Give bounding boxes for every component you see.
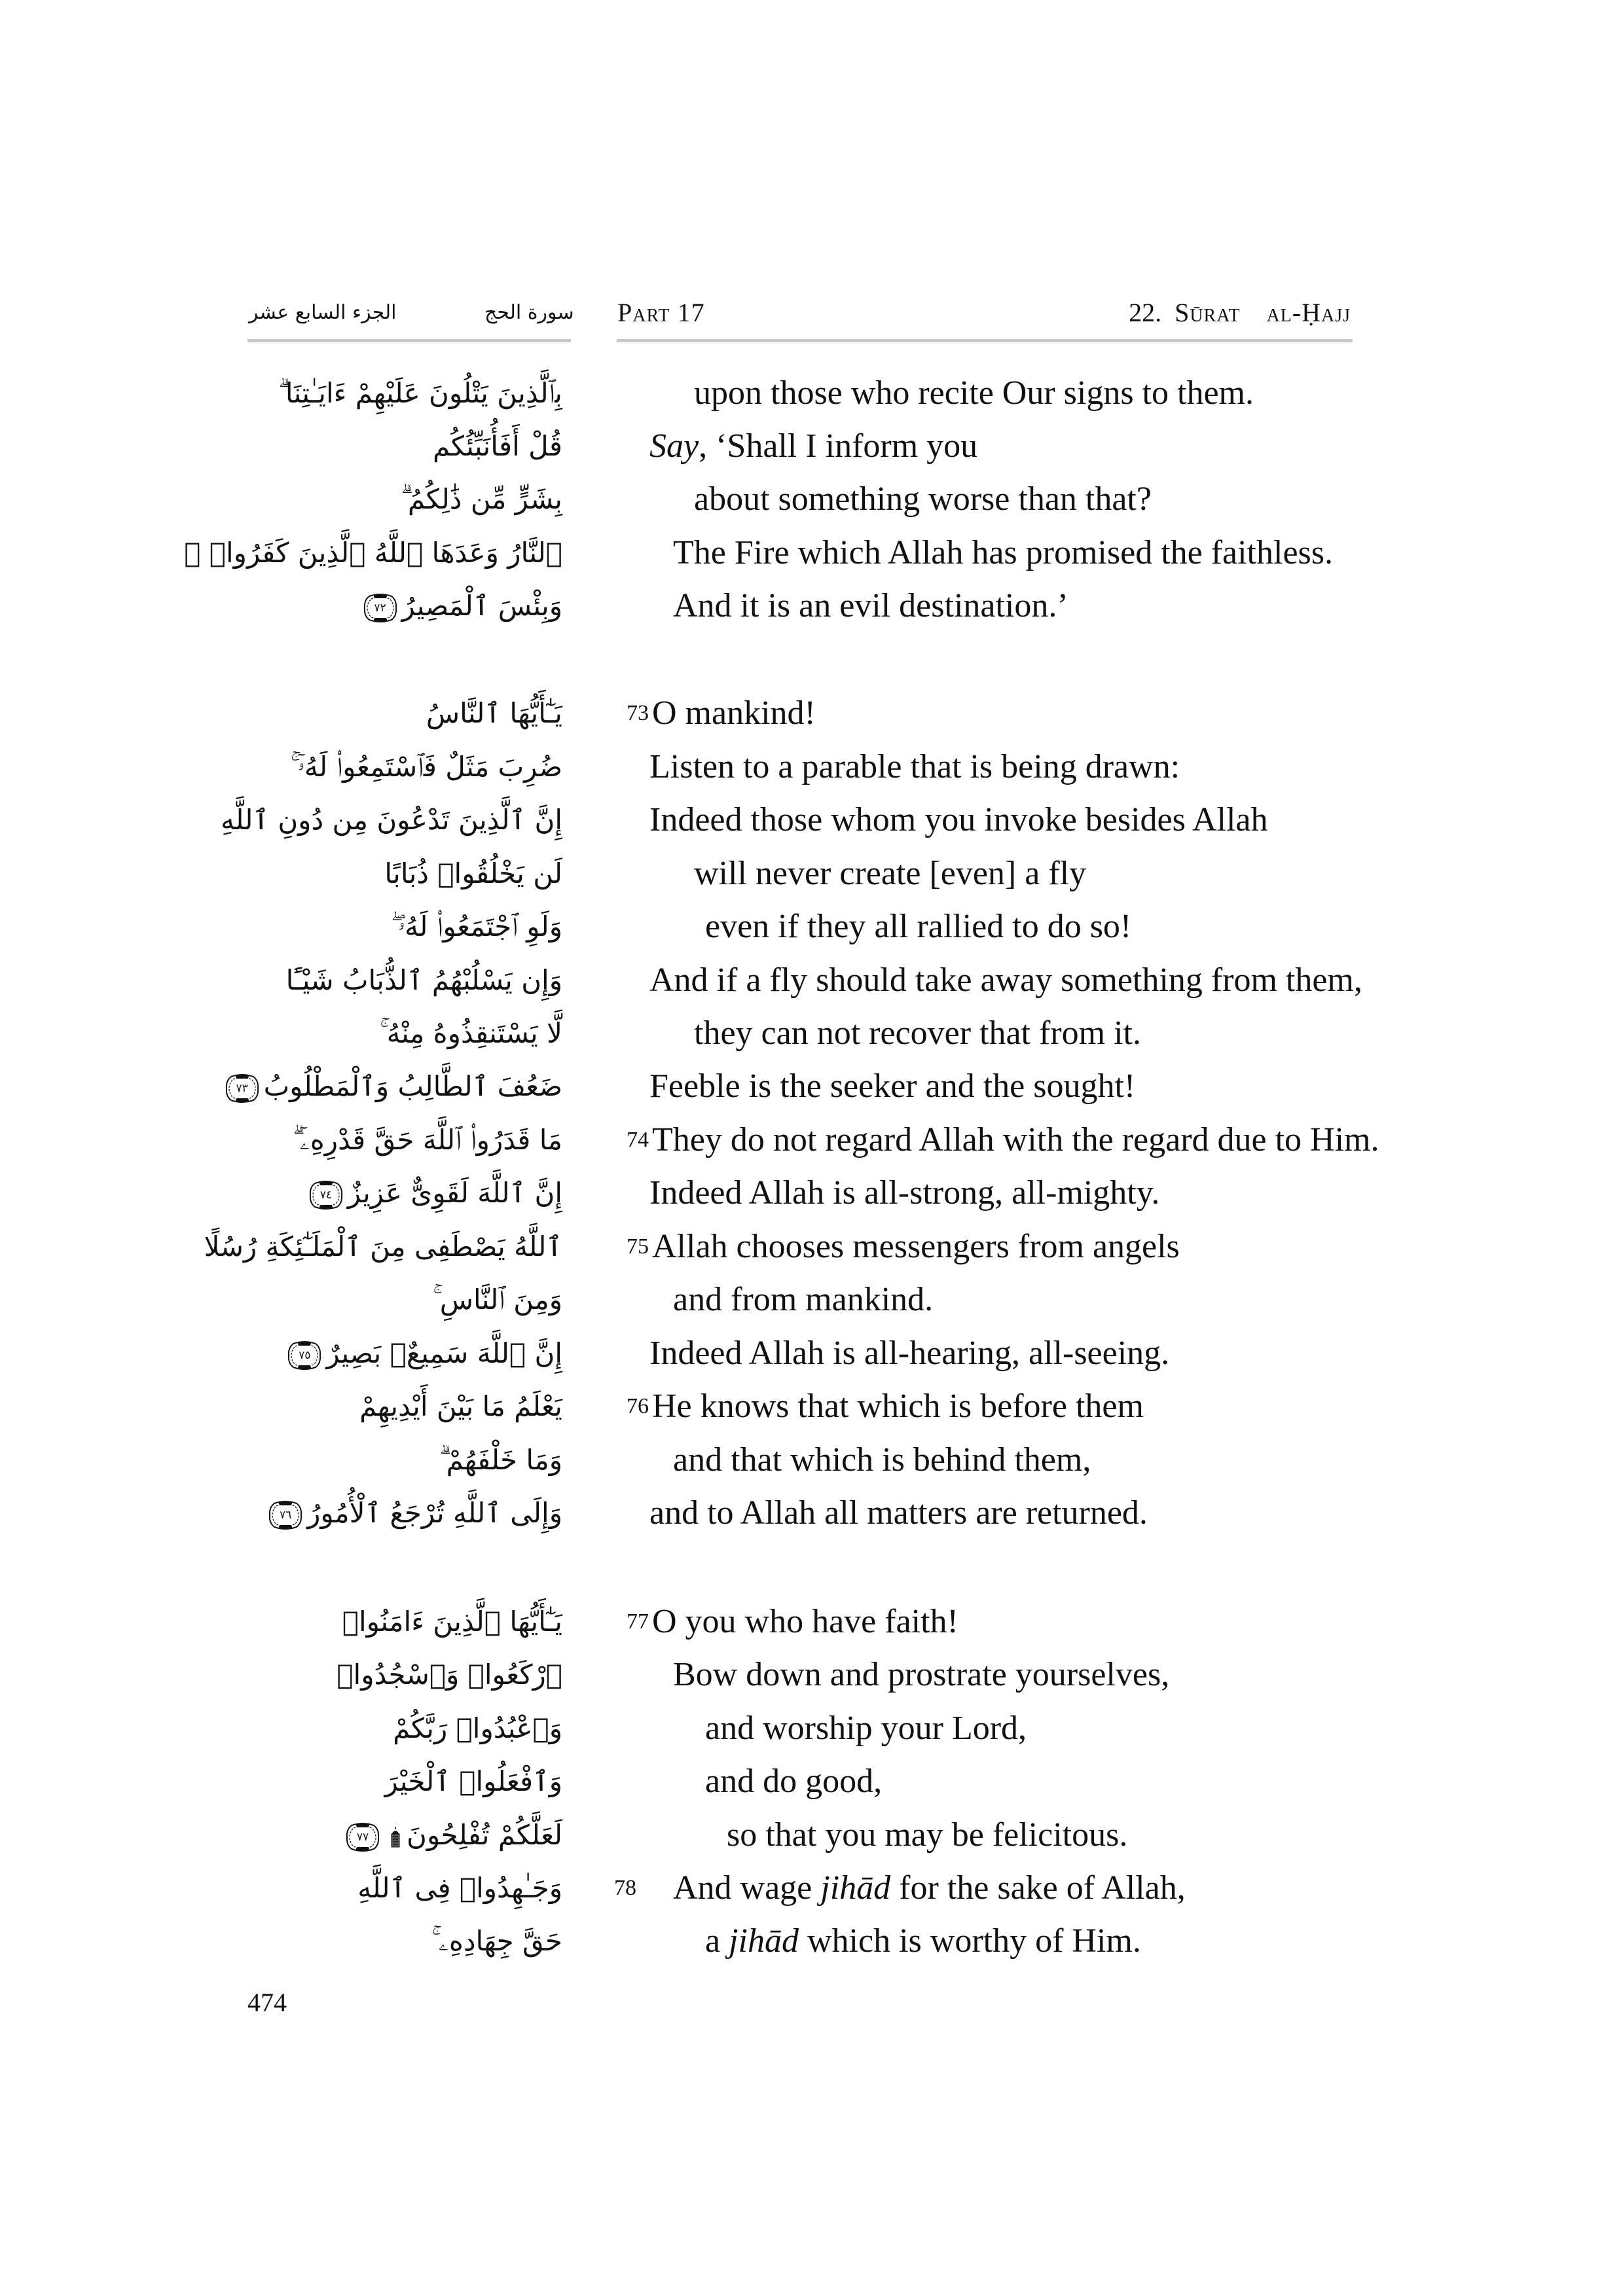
english-translation	[652, 1595, 958, 1649]
translation-text: Indeed Allah is all-hearing, all-seeing.	[649, 1335, 1170, 1372]
ayah-end-marker	[268, 1498, 303, 1532]
translation-text: and do good,	[705, 1763, 883, 1800]
ayah-number: ٧٥	[299, 1348, 311, 1362]
verse-line	[0, 1327, 1623, 1380]
translation-text: , ‘Shall I inform you	[699, 427, 978, 465]
arabic-text-content: ضَعُفَ ٱلطَّالِبُ وَٱلْمَطْلُوبُ	[263, 1070, 562, 1102]
translation-text: O you who have faith!	[652, 1603, 958, 1640]
english-translation	[652, 1380, 1144, 1433]
header-rule-left	[247, 339, 571, 342]
english-translation	[673, 579, 1068, 633]
ayah-number: ٧٣	[236, 1081, 248, 1095]
arabic-text	[433, 1273, 562, 1327]
part-label-text: Part 17	[617, 298, 705, 327]
translation-text: and to Allah all matters are returned.	[649, 1494, 1148, 1532]
translation-text: Bow down and prostrate yourselves,	[673, 1656, 1170, 1693]
english-translation	[705, 1914, 1141, 1968]
surah-label	[1129, 293, 1351, 332]
ayah-number: ٧٢	[374, 601, 386, 615]
arabic-text-content: مَا قَدَرُوا۟ ٱللَّهَ حَقَّ قَدْرِهِۦٓ ۗ	[293, 1124, 562, 1156]
arabic-text-content: وَجَـٰهِدُوا۟ فِى ٱللَّهِ	[357, 1872, 562, 1904]
verse-line	[0, 473, 1623, 526]
verse-number: 73	[627, 701, 649, 725]
translation-text: even if they all rallied to do so!	[705, 908, 1132, 945]
arabic-text	[291, 740, 562, 794]
arabic-text	[287, 1327, 562, 1380]
english-translation	[649, 793, 1268, 847]
verse-line	[0, 1755, 1623, 1808]
arabic-text-content: يَعْلَمُ مَا بَيْنَ أَيْدِيهِمْ	[359, 1390, 562, 1422]
english-translation	[649, 1060, 1135, 1113]
verse-line	[0, 367, 1623, 420]
english-translation	[673, 1648, 1169, 1702]
english-translation	[705, 1702, 1027, 1755]
arabic-text-content: يَـٰٓأَيُّهَا ٱلَّذِينَ ءَامَنُوا۟	[342, 1605, 562, 1638]
ayah-number: ٧٤	[319, 1188, 333, 1202]
ayah-end-marker	[225, 1071, 260, 1105]
arabic-text-content: ٱرْكَعُوا۟ وَٱسْجُدُوا۟	[337, 1659, 562, 1691]
verse-line	[0, 1648, 1623, 1702]
arabic-text-content: يَـٰٓأَيُّهَا ٱلنَّاسُ	[426, 697, 562, 729]
verse-line	[0, 1808, 1623, 1862]
arabic-text-content: وَإِن يَسْلُبْهُمُ ٱلذُّبَابُ شَيْـًٔا	[285, 964, 562, 996]
arabic-text	[204, 1220, 562, 1274]
verse-number: 76	[627, 1394, 649, 1418]
arabic-text-content: إِنَّ ٱللَّهَ سَمِيعٌۢ بَصِيرٌ	[326, 1337, 562, 1369]
arabic-text	[293, 1113, 562, 1167]
verse-line	[0, 1433, 1623, 1487]
arabic-text-content: ٱللَّهُ يَصْطَفِى مِنَ ٱلْمَلَـٰٓئِكَةِ رُسُلًا	[204, 1230, 562, 1263]
ayah-number: ٧٧	[356, 1830, 369, 1844]
verse-line	[0, 420, 1623, 473]
arabic-text	[391, 900, 562, 954]
sajda-mark	[384, 1819, 407, 1851]
ayah-end-marker	[345, 1820, 380, 1854]
arabic-text-content: وَٱعْبُدُوا۟ رَبَّكُمْ	[393, 1712, 562, 1744]
verse-line	[0, 1007, 1623, 1060]
verse-line	[0, 1060, 1623, 1113]
translation-text: They do not regard Allah with the regard due to Him.	[652, 1121, 1379, 1158]
surah-title-arabic: سورة الحج	[484, 301, 574, 324]
arabic-text	[385, 1755, 562, 1808]
english-translation	[649, 420, 977, 473]
verse-line	[0, 954, 1623, 1007]
arabic-text	[357, 1861, 562, 1915]
sajda-mark-icon	[390, 1826, 401, 1848]
verse-line	[0, 1113, 1623, 1167]
english-translation	[649, 1327, 1169, 1380]
translation-text: Allah chooses messengers from angels	[652, 1228, 1180, 1265]
ayah-number: ٧٦	[280, 1508, 292, 1522]
english-translation	[652, 687, 816, 740]
english-translation	[649, 1486, 1148, 1540]
arabic-text	[278, 367, 562, 420]
arabic-text-content: وَإِلَى ٱللَّهِ تُرْجَعُ ٱلْأُمُورُ	[307, 1497, 562, 1529]
arabic-text	[308, 1166, 562, 1220]
arabic-text	[431, 1914, 562, 1968]
translation-text: Indeed those whom you invoke besides Allah	[649, 801, 1268, 838]
arabic-text	[268, 1486, 562, 1540]
ayah-end-marker	[363, 591, 398, 625]
english-translation	[649, 1166, 1159, 1220]
translation-text: upon those who recite Our signs to them.	[694, 374, 1254, 412]
translation-text: they can not recover that from it.	[694, 1014, 1141, 1052]
arabic-text	[384, 847, 562, 901]
english-translation	[694, 847, 1086, 901]
arabic-text	[345, 1808, 562, 1862]
arabic-text-content: وَمَا خَلْفَهُمْ ۗ	[439, 1444, 562, 1476]
surah-number: 22.	[1129, 298, 1162, 327]
arabic-text	[342, 1595, 562, 1649]
translation-text: And it is an evil destination.’	[673, 587, 1068, 624]
english-translation	[673, 1433, 1091, 1487]
arabic-text	[393, 1702, 562, 1755]
verse-number: 78	[614, 1876, 636, 1900]
arabic-text	[433, 420, 562, 473]
arabic-text-content: بِٱلَّذِينَ يَتْلُونَ عَلَيْهِمْ ءَايَـٰتِنَا ۗ	[278, 377, 562, 409]
english-translation	[705, 900, 1131, 954]
english-translation	[673, 1861, 1186, 1915]
translation-text: which is worthy of Him.	[799, 1922, 1141, 1960]
arabic-text	[401, 473, 562, 526]
translation-text: And if a fly should take away something from them,	[649, 961, 1362, 999]
english-translation	[673, 526, 1333, 580]
verse-number: 75	[627, 1234, 649, 1259]
arabic-text	[426, 687, 562, 740]
english-translation	[652, 1113, 1379, 1167]
verse-line	[0, 1702, 1623, 1755]
juz-title-arabic: الجزء السابع عشر	[249, 301, 397, 324]
arabic-text	[380, 1007, 562, 1060]
english-translation	[727, 1808, 1127, 1862]
english-translation	[649, 954, 1362, 1007]
arabic-text	[359, 1380, 562, 1433]
surah-name: al-Ḥajj	[1266, 298, 1351, 327]
verse-line	[0, 740, 1623, 794]
arabic-text	[337, 1648, 562, 1702]
surah-word: Sūrat	[1175, 298, 1241, 327]
arabic-text-content: ضُرِبَ مَثَلٌ فَٱسْتَمِعُوا۟ لَهُۥٓ ۚ	[290, 751, 562, 783]
arabic-text-content: وَٱفْعَلُوا۟ ٱلْخَيْرَ	[384, 1765, 562, 1797]
translation-text: He knows that which is before them	[652, 1388, 1144, 1425]
arabic-text-content: لَّا يَسْتَنقِذُوهُ مِنْهُ ۚ	[380, 1017, 562, 1049]
arabic-text-content: إِنَّ ٱللَّهَ لَقَوِىٌّ عَزِيزٌ	[347, 1177, 562, 1209]
verse-line	[0, 900, 1623, 954]
verse-line	[0, 1166, 1623, 1220]
verse-line	[0, 1380, 1623, 1433]
translation-prefix: And wage	[673, 1869, 821, 1907]
translation-text: so that you may be felicitous.	[727, 1816, 1128, 1854]
english-translation	[705, 1755, 882, 1808]
arabic-text-content: وَبِئْسَ ٱلْمَصِيرُ	[401, 590, 562, 622]
arabic-text	[184, 526, 562, 580]
verse-line	[0, 1861, 1623, 1915]
translation-text: The Fire which Allah has promised the faithless.	[673, 534, 1334, 571]
english-translation	[673, 1273, 933, 1327]
translation-text: about something worse than that?	[694, 480, 1152, 518]
verse-line	[0, 1220, 1623, 1274]
verse-line	[0, 793, 1623, 847]
translation-prefix: a	[705, 1922, 729, 1960]
arabic-text-content: حَقَّ جِهَادِهِۦ ۚ	[431, 1925, 562, 1957]
translation-text: for the sake of Allah,	[890, 1869, 1186, 1907]
verse-line	[0, 1273, 1623, 1327]
ayah-end-marker	[308, 1178, 344, 1212]
arabic-text-content: لَعَلَّكُمْ تُفْلِحُونَ	[407, 1819, 562, 1851]
verse-number: 74	[627, 1128, 649, 1152]
ayah-end-marker	[287, 1338, 322, 1372]
translation-text: will never create [even] a fly	[694, 855, 1087, 892]
translation-emphasis: jihād	[820, 1869, 891, 1907]
arabic-text	[225, 1060, 562, 1113]
verse-line	[0, 526, 1623, 580]
page-number: 474	[247, 1988, 287, 2017]
translation-text: and from mankind.	[673, 1281, 934, 1318]
english-translation	[694, 473, 1152, 526]
verse-line	[0, 847, 1623, 901]
translation-text: O mankind!	[652, 694, 816, 732]
arabic-text-content: وَلَوِ ٱجْتَمَعُوا۟ لَهُۥ ۖ	[391, 910, 562, 942]
arabic-text-content: قُلْ أَفَأُنَبِّئُكُم	[433, 430, 562, 462]
english-translation	[694, 1007, 1141, 1060]
arabic-text-content: لَن يَخْلُقُوا۟ ذُبَابًا	[384, 857, 562, 889]
translation-emphasis: jihād	[729, 1922, 799, 1960]
translation-text: Listen to a parable that is being drawn:	[649, 748, 1180, 785]
translation-text: Feeble is the seeker and the sought!	[649, 1067, 1136, 1105]
translation-emphasis: Say	[649, 427, 699, 465]
english-translation	[649, 740, 1180, 794]
verse-line	[0, 1914, 1623, 1968]
verse-line	[0, 579, 1623, 633]
arabic-text-content: ٱلنَّارُ وَعَدَهَا ٱللَّهُ ٱلَّذِينَ كَفَرُوا۟ ۖ	[184, 537, 562, 569]
arabic-text-content: وَمِنَ ٱلنَّاسِ ۚ	[433, 1283, 562, 1316]
translation-text: Indeed Allah is all-strong, all-mighty.	[649, 1174, 1160, 1211]
verse-line	[0, 1595, 1623, 1649]
arabic-text	[286, 954, 562, 1007]
header-rule-right	[617, 339, 1353, 342]
english-translation	[694, 367, 1254, 420]
verse-line	[0, 687, 1623, 740]
english-translation	[652, 1220, 1180, 1274]
part-label	[617, 293, 705, 332]
verse-number: 77	[627, 1609, 649, 1634]
translation-text: and worship your Lord,	[705, 1710, 1027, 1747]
arabic-text	[439, 1433, 562, 1487]
translation-text: and that which is behind them,	[673, 1441, 1091, 1479]
verse-line	[0, 1486, 1623, 1540]
arabic-text-content: إِنَّ ٱلَّذِينَ تَدْعُونَ مِن دُونِ ٱللَّهِ	[221, 804, 562, 836]
arabic-text-content: بِشَرٍّ مِّن ذَٰلِكُمُ ۗ	[401, 483, 562, 515]
arabic-text	[221, 793, 562, 847]
arabic-text	[363, 579, 563, 633]
